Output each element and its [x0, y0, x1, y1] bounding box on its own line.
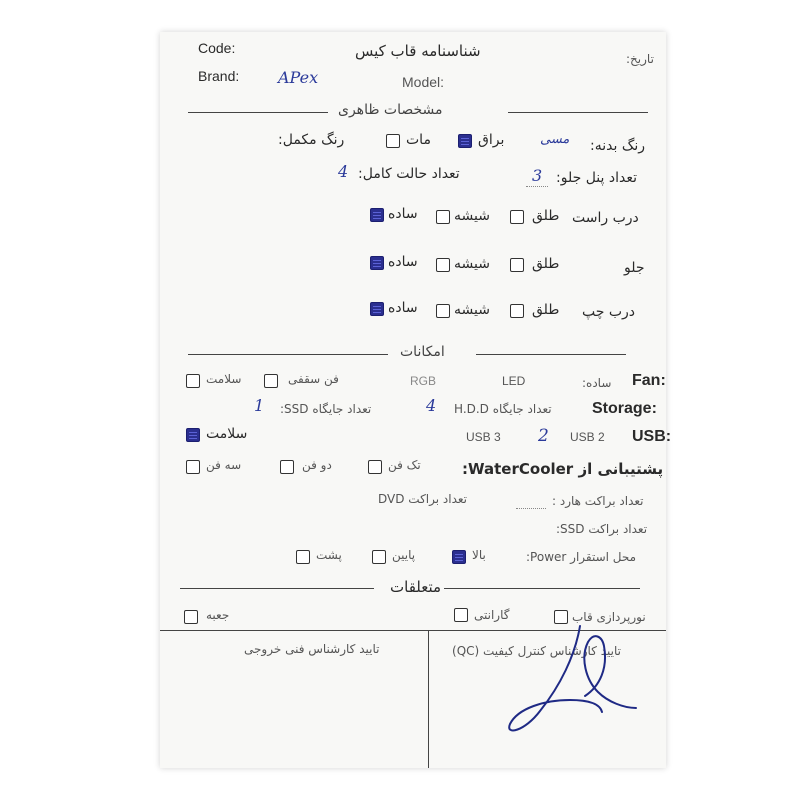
form-title: شناسنامه قاب کیس — [355, 42, 481, 60]
usb-label: USB: — [632, 428, 672, 445]
warranty-checkbox[interactable] — [454, 608, 468, 622]
triple-fan-label: سه فن — [206, 458, 242, 472]
complement-color-label: رنگ مکمل: — [278, 132, 345, 148]
usb-healthy-label: سلامت — [206, 426, 248, 442]
usb2-value: 2 — [538, 426, 549, 446]
door-option-glass: شیشه — [454, 256, 490, 272]
power-back-label: پشت — [316, 548, 342, 562]
power-top-label: بالا — [472, 548, 486, 562]
fan-plain-label: ساده: — [582, 376, 612, 390]
section-divider — [476, 354, 626, 355]
approval-divider — [428, 630, 429, 768]
door-left-film-checkbox[interactable] — [510, 304, 524, 318]
door-right-film-checkbox[interactable] — [510, 210, 524, 224]
brand-value: APex — [278, 68, 319, 87]
full-state-count-label: تعداد حالت کامل: — [358, 166, 460, 182]
door-label: جلو — [624, 260, 645, 276]
door-option-glass: شیشه — [454, 302, 490, 318]
fan-ceiling-label: فن سقفی — [288, 372, 339, 386]
door-option-film: طلق — [532, 302, 560, 318]
door-left-plain-checkbox[interactable] — [370, 302, 384, 316]
date-label: تاریخ: — [626, 52, 654, 66]
section-divider — [188, 112, 328, 113]
section-divider — [508, 112, 648, 113]
section-divider — [444, 588, 640, 589]
accessories-section-title: متعلقات — [390, 578, 442, 596]
triple-fan-checkbox[interactable] — [186, 460, 200, 474]
door-right-glass-checkbox[interactable] — [436, 210, 450, 224]
door-front-film-checkbox[interactable] — [510, 258, 524, 272]
door-option-film: طلق — [532, 208, 560, 224]
single-fan-label: تک فن — [388, 458, 421, 472]
door-label: درب چپ — [582, 304, 636, 320]
fan-ceiling-checkbox[interactable] — [264, 374, 278, 388]
door-option-film: طلق — [532, 256, 560, 272]
features-section-title: امکانات — [400, 344, 445, 360]
qc-signature — [490, 616, 640, 746]
hdd-bays-value: 4 — [426, 396, 437, 415]
usb-healthy-checkbox[interactable] — [186, 428, 200, 442]
glossy-checkbox[interactable] — [458, 134, 472, 148]
door-left-glass-checkbox[interactable] — [436, 304, 450, 318]
door-option-plain: ساده — [388, 300, 418, 316]
section-divider — [188, 354, 388, 355]
door-label: درب راست — [572, 210, 639, 226]
power-position-label: محل استقرار Power: — [526, 550, 637, 564]
door-option-plain: ساده — [388, 254, 418, 270]
box-checkbox[interactable] — [184, 610, 198, 624]
door-front-plain-checkbox[interactable] — [370, 256, 384, 270]
double-fan-checkbox[interactable] — [280, 460, 294, 474]
case-id-form — [160, 32, 672, 768]
door-option-glass: شیشه — [454, 208, 490, 224]
appearance-section-title: مشخصات ظاهری — [338, 102, 443, 118]
front-panel-count-label: تعداد پنل جلو: — [556, 170, 637, 186]
fan-label: Fan: — [632, 372, 666, 389]
fan-healthy-checkbox[interactable] — [186, 374, 200, 388]
power-back-checkbox[interactable] — [296, 550, 310, 564]
output-approval-label: تایید کارشناس فنی خروجی — [244, 642, 380, 656]
fan-rgb-label: RGB — [410, 374, 437, 388]
ssd-bays-label: تعداد جایگاه SSD: — [280, 402, 372, 416]
value-underline — [526, 186, 548, 187]
single-fan-checkbox[interactable] — [368, 460, 382, 474]
fan-healthy-label: سلامت — [206, 372, 242, 386]
section-divider — [180, 588, 374, 589]
ssd-brackets-label: تعداد براکت SSD: — [556, 522, 648, 536]
model-label: Model: — [402, 74, 445, 90]
power-top-checkbox[interactable] — [452, 550, 466, 564]
glossy-label: براق — [478, 132, 505, 148]
matte-checkbox[interactable] — [386, 134, 400, 148]
lighting-label: نورپردازی قاب — [572, 610, 646, 624]
brand-label: Brand: — [198, 68, 240, 84]
body-color-value: مسی — [540, 132, 570, 147]
box-label: جعبه — [206, 608, 230, 622]
code-label: Code: — [198, 40, 236, 56]
hdd-brackets-label: تعداد براکت هارد : — [552, 494, 644, 508]
front-panel-count-value: 3 — [532, 166, 543, 185]
warranty-label: گارانتی — [474, 608, 510, 622]
usb3-label: USB 3 — [466, 430, 501, 444]
door-right-plain-checkbox[interactable] — [370, 208, 384, 222]
body-color-label: رنگ بدنه: — [590, 138, 646, 154]
fan-led-label: LED — [502, 374, 526, 388]
power-bottom-checkbox[interactable] — [372, 550, 386, 564]
ssd-bays-value: 1 — [254, 396, 265, 415]
full-state-count-value: 4 — [338, 162, 349, 181]
double-fan-label: دو فن — [302, 458, 332, 472]
matte-label: مات — [406, 132, 431, 148]
door-front-glass-checkbox[interactable] — [436, 258, 450, 272]
dvd-brackets-label: تعداد براکت DVD — [378, 492, 468, 506]
door-option-plain: ساده — [388, 206, 418, 222]
storage-label: Storage: — [592, 400, 657, 417]
watercooler-label: پشتیبانی از WaterCooler: — [462, 460, 664, 478]
usb2-label: USB 2 — [570, 430, 605, 444]
power-bottom-label: پایین — [392, 548, 416, 562]
value-underline — [516, 508, 546, 509]
hdd-bays-label: تعداد جایگاه H.D.D — [454, 402, 552, 416]
qc-approval-label: تایید کارشناس کنترل کیفیت (QC) — [452, 644, 621, 658]
